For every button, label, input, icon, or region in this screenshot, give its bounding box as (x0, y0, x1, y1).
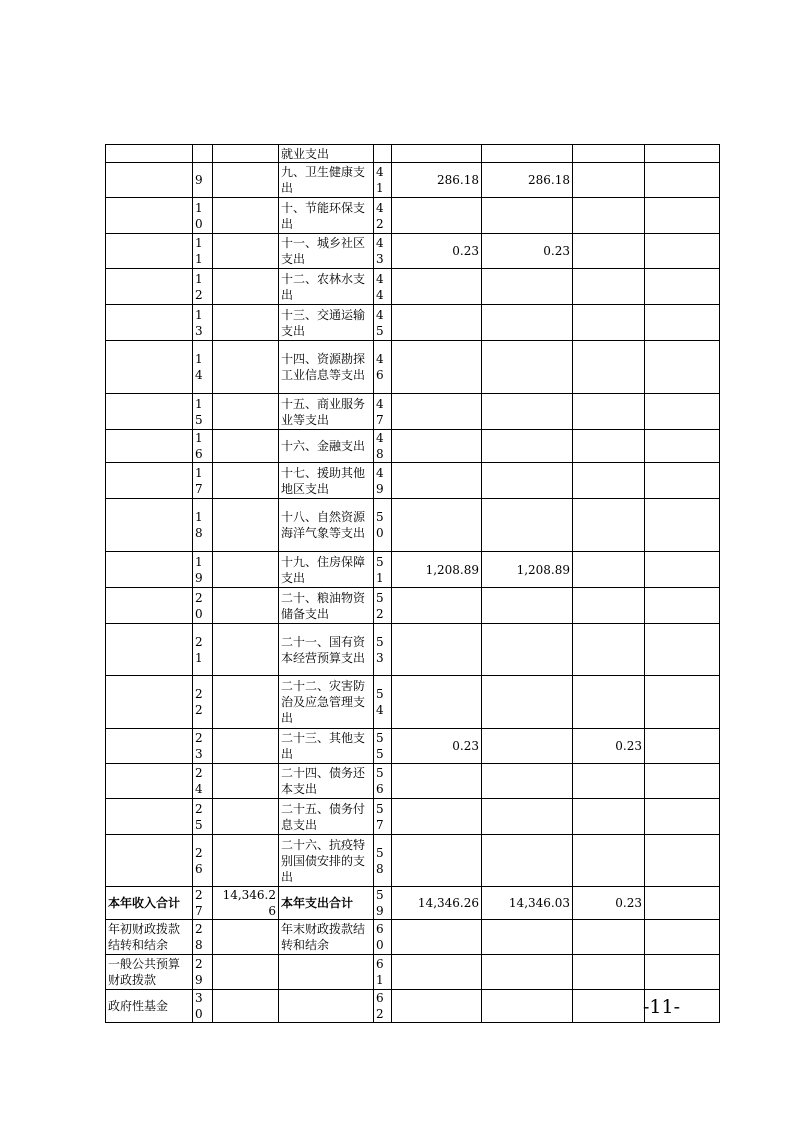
general-budget-cell (482, 729, 573, 764)
expense-line-no-cell: 51 (374, 552, 392, 588)
extra-cell (645, 305, 720, 341)
general-budget-cell (482, 394, 573, 430)
income-label-cell (106, 430, 193, 463)
extra-cell (645, 552, 720, 588)
extra-cell (645, 394, 720, 430)
income-label-cell (106, 394, 193, 430)
general-budget-cell: 14,346.03 (482, 887, 573, 920)
expense-item-cell: 十五、商业服务业等支出 (279, 394, 374, 430)
income-label-cell: 本年收入合计 (106, 887, 193, 920)
income-line-no-cell: 22 (193, 676, 213, 729)
expense-total-cell (392, 305, 482, 341)
general-budget-cell (482, 764, 573, 799)
general-budget-cell (482, 305, 573, 341)
expense-item-cell (279, 990, 374, 1023)
income-label-cell (106, 799, 193, 835)
expense-line-no-cell: 43 (374, 234, 392, 269)
expense-line-no-cell: 46 (374, 341, 392, 394)
income-line-no-cell: 24 (193, 764, 213, 799)
gov-fund-cell (573, 764, 645, 799)
table-row (106, 198, 720, 234)
income-label-cell: 一般公共预算财政拨款 (106, 955, 193, 990)
expense-total-cell: 286.18 (392, 163, 482, 198)
table-row (106, 163, 720, 198)
gov-fund-cell (573, 341, 645, 394)
income-amount-cell (213, 676, 279, 729)
income-amount-cell (213, 835, 279, 887)
income-label-cell (106, 676, 193, 729)
income-label-cell (106, 269, 193, 305)
income-label-cell: 政府性基金 (106, 990, 193, 1023)
table-row (106, 887, 720, 920)
expense-total-cell (392, 990, 482, 1023)
table-row (106, 729, 720, 764)
expense-line-no-cell: 42 (374, 198, 392, 234)
general-budget-cell (482, 269, 573, 305)
table-row (106, 799, 720, 835)
income-amount-cell (213, 799, 279, 835)
budget-table (105, 144, 720, 1023)
extra-cell (645, 887, 720, 920)
expense-total-cell (392, 835, 482, 887)
income-line-no-cell: 18 (193, 499, 213, 552)
extra-cell (645, 729, 720, 764)
income-label-cell (106, 499, 193, 552)
expense-line-no-cell: 50 (374, 499, 392, 552)
extra-cell (645, 588, 720, 624)
general-budget-cell (482, 920, 573, 955)
expense-total-cell (392, 145, 482, 163)
expense-item-cell: 二十、粮油物资储备支出 (279, 588, 374, 624)
general-budget-cell (482, 676, 573, 729)
income-line-no-cell: 15 (193, 394, 213, 430)
income-amount-cell (213, 955, 279, 990)
expense-total-cell (392, 341, 482, 394)
income-amount-cell (213, 588, 279, 624)
gov-fund-cell (573, 552, 645, 588)
income-line-no-cell: 9 (193, 163, 213, 198)
table-row (106, 624, 720, 676)
expense-line-no-cell: 49 (374, 463, 392, 499)
general-budget-cell (482, 835, 573, 887)
extra-cell (645, 341, 720, 394)
expense-total-cell: 14,346.26 (392, 887, 482, 920)
expense-line-no-cell: 57 (374, 799, 392, 835)
extra-cell (645, 234, 720, 269)
gov-fund-cell (573, 163, 645, 198)
table-row (106, 145, 720, 163)
expense-item-cell: 十一、城乡社区支出 (279, 234, 374, 269)
expense-total-cell (392, 198, 482, 234)
expense-item-cell: 二十五、债务付息支出 (279, 799, 374, 835)
table-row (106, 430, 720, 463)
general-budget-cell (482, 799, 573, 835)
expense-item-cell: 十、节能环保支出 (279, 198, 374, 234)
general-budget-cell: 286.18 (482, 163, 573, 198)
income-amount-cell (213, 499, 279, 552)
expense-item-cell: 本年支出合计 (279, 887, 374, 920)
income-line-no-cell: 20 (193, 588, 213, 624)
expense-line-no-cell: 48 (374, 430, 392, 463)
gov-fund-cell (573, 588, 645, 624)
income-amount-cell (213, 341, 279, 394)
extra-cell (645, 624, 720, 676)
income-line-no-cell: 30 (193, 990, 213, 1023)
expense-item-cell: 二十六、抗疫特别国债安排的支出 (279, 835, 374, 887)
gov-fund-cell (573, 305, 645, 341)
general-budget-cell (482, 588, 573, 624)
expense-item-cell: 十二、农林水支出 (279, 269, 374, 305)
gov-fund-cell: 0.23 (573, 729, 645, 764)
table-row (106, 269, 720, 305)
gov-fund-cell (573, 430, 645, 463)
income-amount-cell (213, 920, 279, 955)
income-label-cell (106, 463, 193, 499)
income-line-no-cell: 21 (193, 624, 213, 676)
table-row (106, 394, 720, 430)
page-number: -11- (643, 996, 681, 1018)
table-row (106, 305, 720, 341)
expense-total-cell: 0.23 (392, 729, 482, 764)
income-amount-cell (213, 305, 279, 341)
expense-total-cell (392, 463, 482, 499)
income-amount-cell (213, 394, 279, 430)
general-budget-cell (482, 430, 573, 463)
income-amount-cell (213, 552, 279, 588)
expense-total-cell (392, 269, 482, 305)
table-row (106, 920, 720, 955)
gov-fund-cell: 0.23 (573, 887, 645, 920)
expense-line-no-cell: 53 (374, 624, 392, 676)
income-label-cell (106, 588, 193, 624)
general-budget-cell: 0.23 (482, 234, 573, 269)
income-label-cell (106, 145, 193, 163)
expense-line-no-cell: 52 (374, 588, 392, 624)
expense-line-no-cell: 59 (374, 887, 392, 920)
expense-item-cell: 就业支出 (279, 145, 374, 163)
table-row (106, 676, 720, 729)
table-row (106, 463, 720, 499)
expense-line-no-cell: 60 (374, 920, 392, 955)
income-amount-cell (213, 624, 279, 676)
income-label-cell (106, 729, 193, 764)
expense-total-cell (392, 955, 482, 990)
expense-total-cell: 0.23 (392, 234, 482, 269)
expense-line-no-cell: 56 (374, 764, 392, 799)
expense-item-cell: 九、卫生健康支出 (279, 163, 374, 198)
table-row (106, 499, 720, 552)
extra-cell (645, 145, 720, 163)
expense-line-no-cell (374, 145, 392, 163)
income-amount-cell (213, 269, 279, 305)
table-row (106, 990, 720, 1023)
expense-item-cell (279, 955, 374, 990)
gov-fund-cell (573, 394, 645, 430)
expense-item-cell: 十八、自然资源海洋气象等支出 (279, 499, 374, 552)
expense-item-cell: 二十二、灾害防治及应急管理支出 (279, 676, 374, 729)
income-label-cell (106, 341, 193, 394)
general-budget-cell (482, 990, 573, 1023)
expense-total-cell (392, 430, 482, 463)
table-row (106, 341, 720, 394)
income-amount-cell (213, 145, 279, 163)
income-label-cell (106, 624, 193, 676)
expense-line-no-cell: 54 (374, 676, 392, 729)
expense-line-no-cell: 41 (374, 163, 392, 198)
income-label-cell (106, 163, 193, 198)
expense-item-cell: 二十三、其他支出 (279, 729, 374, 764)
income-line-no-cell: 25 (193, 799, 213, 835)
income-amount-cell (213, 234, 279, 269)
expense-total-cell (392, 624, 482, 676)
gov-fund-cell (573, 955, 645, 990)
income-amount-cell (213, 463, 279, 499)
expense-total-cell: 1,208.89 (392, 552, 482, 588)
gov-fund-cell (573, 198, 645, 234)
income-line-no-cell: 13 (193, 305, 213, 341)
expense-line-no-cell: 45 (374, 305, 392, 341)
income-label-cell: 年初财政拨款结转和结余 (106, 920, 193, 955)
expense-line-no-cell: 55 (374, 729, 392, 764)
table-row (106, 552, 720, 588)
expense-total-cell (392, 588, 482, 624)
extra-cell (645, 163, 720, 198)
income-label-cell (106, 764, 193, 799)
extra-cell (645, 676, 720, 729)
expense-line-no-cell: 58 (374, 835, 392, 887)
expense-item-cell: 年末财政拨款结转和结余 (279, 920, 374, 955)
expense-item-cell: 十九、住房保障支出 (279, 552, 374, 588)
expense-line-no-cell: 62 (374, 990, 392, 1023)
income-label-cell (106, 835, 193, 887)
income-amount-cell (213, 990, 279, 1023)
income-label-cell (106, 198, 193, 234)
expense-item-cell: 十三、交通运输支出 (279, 305, 374, 341)
extra-cell (645, 269, 720, 305)
extra-cell (645, 198, 720, 234)
general-budget-cell (482, 145, 573, 163)
income-amount-cell (213, 163, 279, 198)
general-budget-cell (482, 463, 573, 499)
income-line-no-cell: 23 (193, 729, 213, 764)
expense-total-cell (392, 764, 482, 799)
gov-fund-cell (573, 799, 645, 835)
gov-fund-cell (573, 463, 645, 499)
general-budget-cell (482, 341, 573, 394)
income-line-no-cell: 27 (193, 887, 213, 920)
table-row (106, 835, 720, 887)
extra-cell (645, 920, 720, 955)
income-amount-cell (213, 430, 279, 463)
income-line-no-cell: 14 (193, 341, 213, 394)
income-label-cell (106, 552, 193, 588)
income-line-no-cell: 19 (193, 552, 213, 588)
table-row (106, 588, 720, 624)
gov-fund-cell (573, 990, 645, 1023)
income-line-no-cell: 28 (193, 920, 213, 955)
expense-total-cell (392, 799, 482, 835)
general-budget-cell (482, 624, 573, 676)
expense-item-cell: 二十一、国有资本经营预算支出 (279, 624, 374, 676)
gov-fund-cell (573, 676, 645, 729)
income-amount-cell (213, 764, 279, 799)
expense-total-cell (392, 676, 482, 729)
expense-line-no-cell: 61 (374, 955, 392, 990)
income-amount-cell (213, 729, 279, 764)
income-line-no-cell (193, 145, 213, 163)
gov-fund-cell (573, 234, 645, 269)
table-row (106, 234, 720, 269)
budget-table-body (106, 145, 720, 1023)
income-amount-cell (213, 198, 279, 234)
income-label-cell (106, 234, 193, 269)
income-line-no-cell: 16 (193, 430, 213, 463)
extra-cell (645, 430, 720, 463)
extra-cell (645, 463, 720, 499)
gov-fund-cell (573, 145, 645, 163)
extra-cell (645, 835, 720, 887)
expense-total-cell (392, 920, 482, 955)
extra-cell (645, 499, 720, 552)
expense-item-cell: 二十四、债务还本支出 (279, 764, 374, 799)
gov-fund-cell (573, 269, 645, 305)
income-line-no-cell: 11 (193, 234, 213, 269)
income-line-no-cell: 10 (193, 198, 213, 234)
expense-line-no-cell: 47 (374, 394, 392, 430)
expense-line-no-cell: 44 (374, 269, 392, 305)
gov-fund-cell (573, 624, 645, 676)
expense-total-cell (392, 394, 482, 430)
expense-item-cell: 十六、金融支出 (279, 430, 374, 463)
gov-fund-cell (573, 920, 645, 955)
expense-total-cell (392, 499, 482, 552)
income-label-cell (106, 305, 193, 341)
general-budget-cell: 1,208.89 (482, 552, 573, 588)
table-row (106, 764, 720, 799)
extra-cell (645, 955, 720, 990)
income-line-no-cell: 12 (193, 269, 213, 305)
gov-fund-cell (573, 835, 645, 887)
income-amount-cell: 14,346.26 (213, 887, 279, 920)
general-budget-cell (482, 955, 573, 990)
extra-cell (645, 764, 720, 799)
expense-item-cell: 十四、资源勘探工业信息等支出 (279, 341, 374, 394)
income-line-no-cell: 26 (193, 835, 213, 887)
table-row (106, 955, 720, 990)
general-budget-cell (482, 198, 573, 234)
income-line-no-cell: 29 (193, 955, 213, 990)
expense-item-cell: 十七、援助其他地区支出 (279, 463, 374, 499)
income-line-no-cell: 17 (193, 463, 213, 499)
general-budget-cell (482, 499, 573, 552)
gov-fund-cell (573, 499, 645, 552)
extra-cell (645, 799, 720, 835)
